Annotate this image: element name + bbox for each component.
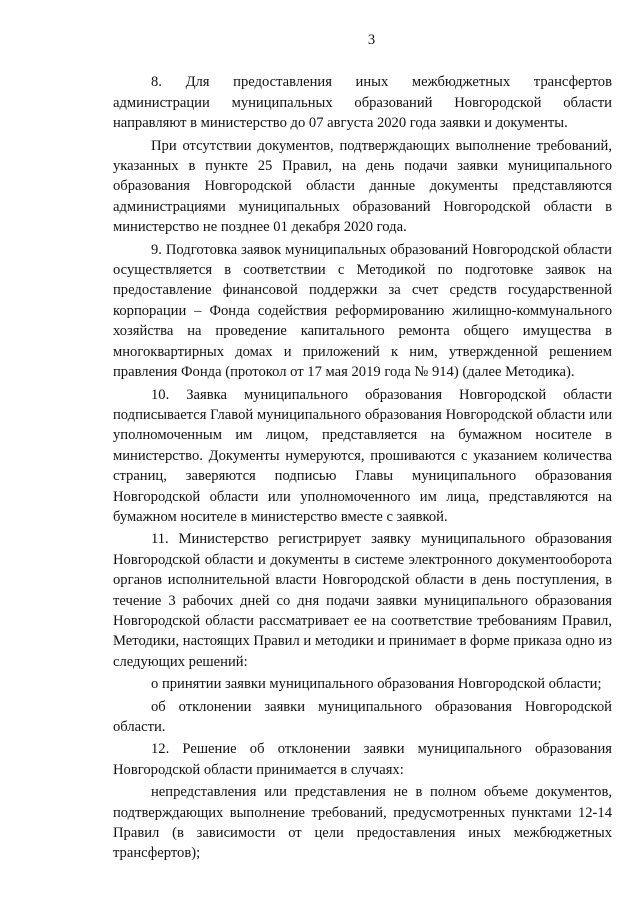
paragraph-8-missing-documents: При отсутствии документов, подтверждающих выполнение требований, указанных в пункте 25 Правил, на день подачи заявки муниципального образования Новгородской области данные документы представляются администрациями муниципальных образований Новгородской области в министерство не позднее 01 декабря 2020 года. — [113, 137, 612, 236]
decision-accept: о принятии заявки муниципального образования Новгородской области; — [151, 676, 602, 693]
paragraph-9: 9. Подготовка заявок муниципальных образований Новгородской области осуществляется в соответствии с Методикой по подготовке заявок на предоставление финансовой поддержки за счет средств государственной корпорации – Фонда содействия реформированию жилищно-коммунального хозяйства на проведение капитального ремонта общего имущества в многоквартирных домах и приложений к ним, утвержденной решением правления Фонда (протокол от 17 мая 2019 года № 914) (далее Методика). — [113, 241, 612, 381]
paragraph-8: 8. Для предоставления иных межбюджетных трансфертов администрации муниципальных образований Новгородской области направляют в министерство до 07 августа 2020 года заявки и документы. — [113, 74, 612, 132]
rejection-reason-1: непредставления или представления не в полном объеме документов, подтверждающих выполнение требований, предусмотренных пунктами 12-14 Правил (в зависимости от цели предоставления иных межбюджетных трансфертов); — [113, 784, 612, 862]
decision-reject: об отклонении заявки муниципального образования Новгородской области. — [113, 698, 612, 735]
paragraph-10: 10. Заявка муниципального образования Новгородской области подписывается Главой муниципального образования Новгородской области или уполномоченным им лицом, представляется на бумажном носителе в министерство. Документы нумеруются, прошиваются с указанием количества страниц, заверяются подписью Главы муниципального образования Новгородской области или уполномоченного им лица, представляются на бумажном носителе в министерство вместе с заявкой. — [113, 386, 612, 525]
page-number: 3 — [367, 32, 376, 48]
paragraph-11: 11. Министерство регистрирует заявку муниципального образования Новгородской области и документы в системе электронного документооборота органов исполнительной власти Новгородской области в день поступления, в течение 3 рабочих дней со дня подачи заявки муниципального образования Новгородской области рассматривает ее на соответствие требованиям Правил, Методики, настоящих Правил и методики и принимает в форме приказа одно из следующих решений: — [113, 531, 613, 670]
paragraph-12: 12. Решение об отклонении заявки муниципального образования Новгородской области принимается в случаях: — [113, 741, 612, 778]
